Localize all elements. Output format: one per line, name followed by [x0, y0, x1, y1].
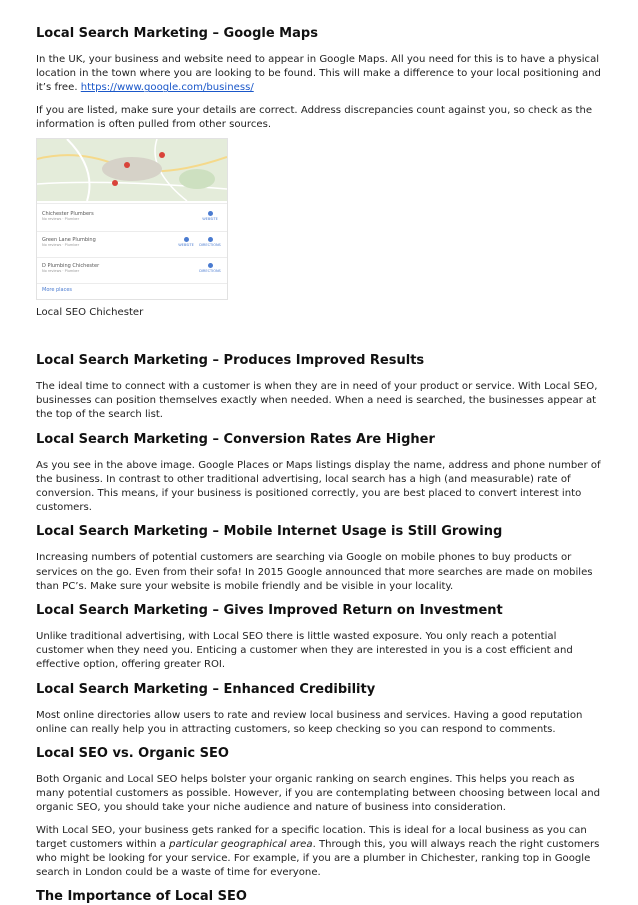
- map-image: [37, 139, 227, 201]
- action-label: DIRECTIONS: [199, 269, 221, 274]
- globe-icon: [208, 211, 213, 216]
- image-caption: Local SEO Chichester: [36, 307, 144, 319]
- paragraph-return-on-investment: Unlike traditional advertising, with Local SEO there is little wasted exposure. You only reach a potential customer when they need you. Enticing a customer when they are interested in you is a cost efficient and effective option, offering greater ROI.: [36, 631, 573, 671]
- heading-importance-local-seo: The Importance of Local SEO: [36, 889, 247, 905]
- heading-conversion-rates: Local Search Marketing – Conversion Rates Are Higher: [36, 431, 435, 447]
- heading-enhanced-credibility: Local Search Marketing – Enhanced Credibility: [36, 681, 376, 697]
- emphasis-text: particular geographical area: [169, 838, 313, 850]
- document-page: [36, 26, 602, 905]
- action-label: DIRECTIONS: [199, 243, 221, 248]
- listing-name: D Plumbing Chichester: [42, 263, 100, 270]
- paragraph-text: . Through this, you will always reach the right customers who might be looking for your service. For example, if you are a plumber in Chichester, ranking top in Google search in London could be a waste of time for everyone.: [36, 838, 600, 879]
- paragraph-check-details: If you are listed, make sure your details are correct. Address discrepancies count against you, so check as the information is often pulled from other sources.: [36, 104, 593, 130]
- heading-local-vs-organic: Local SEO vs. Organic SEO: [36, 746, 229, 762]
- paragraph-google-maps-intro: [36, 53, 602, 96]
- heading-improved-results: Local Search Marketing – Produces Improved Results: [36, 353, 425, 369]
- heading-mobile-usage: Local Search Marketing – Mobile Internet Usage is Still Growing: [36, 524, 503, 540]
- google-business-link[interactable]: https://www.google.com/business/: [80, 82, 254, 94]
- action-label: WEBSITE: [178, 243, 194, 248]
- heading-return-on-investment: Local Search Marketing – Gives Improved Return on Investment: [36, 603, 503, 619]
- website-action: [175, 237, 197, 247]
- paragraph-enhanced-credibility: Most online directories allow users to rate and review local business and services. Having a good reputation online can really help you in attracting customers, so keep checking so you can respond to comments.: [36, 709, 583, 735]
- directions-action: [199, 263, 221, 273]
- directions-icon: [208, 237, 213, 242]
- globe-icon: [184, 237, 189, 242]
- heading-google-maps: Local Search Marketing – Google Maps: [36, 26, 318, 41]
- listing-sub: No reviews · Plumber: [42, 217, 80, 222]
- more-places-link: More places: [42, 287, 73, 294]
- website-action: [199, 211, 221, 221]
- map-screenshot-image: [36, 138, 228, 300]
- directions-icon: [208, 263, 213, 268]
- paragraph-text: With Local SEO, your business gets ranked for a specific location. This is ideal for a local business as you can target customers within a: [36, 824, 587, 850]
- listing-sub: No reviews · Plumber: [42, 243, 80, 248]
- action-label: WEBSITE: [202, 217, 218, 222]
- paragraph-local-vs-organic-1: Both Organic and Local SEO helps bolster your organic ranking on search engines. This helps you reach as many potential customers as possible. However, if you are contemplating between choosing between local and organic SEO, you should take your niche audience and nature of business into consideration.: [36, 774, 601, 814]
- paragraph-local-vs-organic-2: [36, 824, 602, 881]
- listing-sub: No reviews · Plumber: [42, 269, 80, 274]
- paragraph-improved-results: The ideal time to connect with a customer is when they are in need of your product or service. With Local SEO, businesses can position themselves exactly when needed. When a need is searched, the businesses appear at the top of the search list.: [36, 381, 598, 421]
- paragraph-mobile-usage: Increasing numbers of potential customers are searching via Google on mobile phones to buy products or services on the go. Even from their sofa! In 2015 Google announced that more searches are made on mobiles than PC’s. Make sure your website is mobile friendly and be visible in your locality.: [36, 552, 593, 592]
- directions-action: [199, 237, 221, 247]
- listing-name: Chichester Plumbers: [42, 211, 94, 218]
- paragraph-conversion-rates: As you see in the above image. Google Places or Maps listings display the name, address and phone number of the business. In contrast to other traditional advertising, local search has a high (and measurable) rate of conversion. This means, if your business is positioned correctly, you are best placed to convert interest into customers.: [36, 459, 601, 514]
- paragraph-text: In the UK, your business and website need to appear in Google Maps. All you need for this is to have a physical location in the town where you are looking to be found. This will make a difference to your local positioning and it’s free.: [36, 54, 601, 94]
- listing-name: Green Lane Plumbing: [42, 237, 96, 244]
